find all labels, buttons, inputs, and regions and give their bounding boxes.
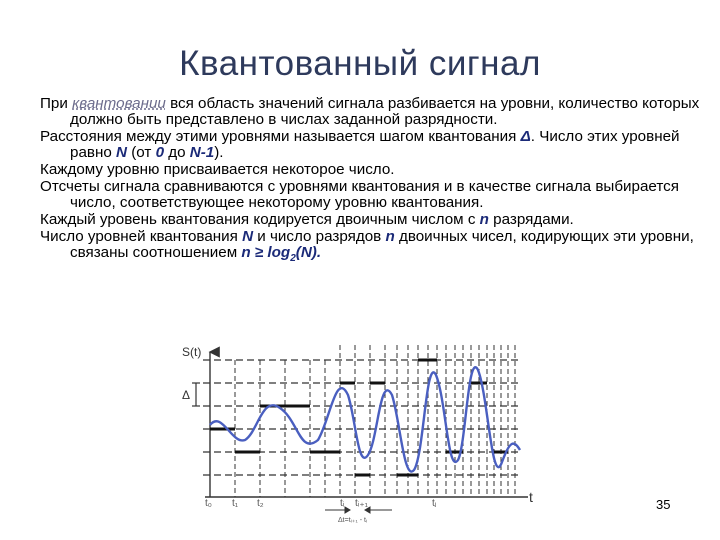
tick-label: t₂ [257,498,264,509]
slide-number: 35 [656,497,671,512]
term-quantization: квантовании [72,95,166,112]
text-span: вся область значений сигнала разбивается на уровни, количество которых должно быть представлено в числах заданной разрядности. [70,95,700,128]
symbol-n: n [385,228,395,245]
symbol-N: N [116,144,127,161]
formula-part: n ≥ log [241,244,291,261]
text-span: Каждый уровень квантования кодируется двоичным числом с [40,211,480,228]
text-span: разрядами. [488,211,574,228]
formula-part: (N). [295,244,322,261]
text-span: ). [214,144,224,161]
delta-bracket [192,383,200,406]
delta-symbol: Δ [520,128,531,145]
text-span: Число уровней квантования [40,228,243,245]
dt-label: Δt=tᵢ₊₁ - tᵢ [338,517,368,524]
tick-label: tᵢ₊₁ [355,498,369,509]
tick-label: tⱼ [432,498,437,509]
symbol-N: N [242,228,254,245]
symbol-N-minus-1: N-1 [189,144,215,161]
paragraph-number: Каждому уровню присваивается некоторое число. [40,161,395,178]
symbol-n: n [479,211,489,228]
text-span: Расстояния между этими уровнями называется шагом квантования [40,128,521,145]
text-span: и число разрядов [253,228,386,245]
text-span: двоичных чисел, кодирующих эти уровни, связаны соотношением [70,228,694,261]
symbol-zero: 0 [155,144,165,161]
text-span: При [40,95,73,112]
y-axis-label: S(t) [182,345,202,359]
tick-label: t₀ [205,498,212,509]
dt-arrow-head [345,507,350,513]
delta-label: Δ [182,388,191,402]
text-span: до [164,144,190,161]
paragraph-samples: Отсчеты сигнала сравниваются с уровнями квантования и в качестве сигнала выбирается число, соответствующее некоторому уровню квантования. [40,178,679,211]
text-span: . Число этих уровней равно [70,128,680,161]
tick-label: t₁ [232,498,239,509]
t-axis-label: t [529,489,533,505]
page-title: Квантованный сигнал [179,44,541,83]
quantization-levels [203,360,520,475]
text-span: (от [126,144,156,161]
formula-subscript: 2 [290,253,296,265]
tick-label: tᵢ [340,498,345,509]
